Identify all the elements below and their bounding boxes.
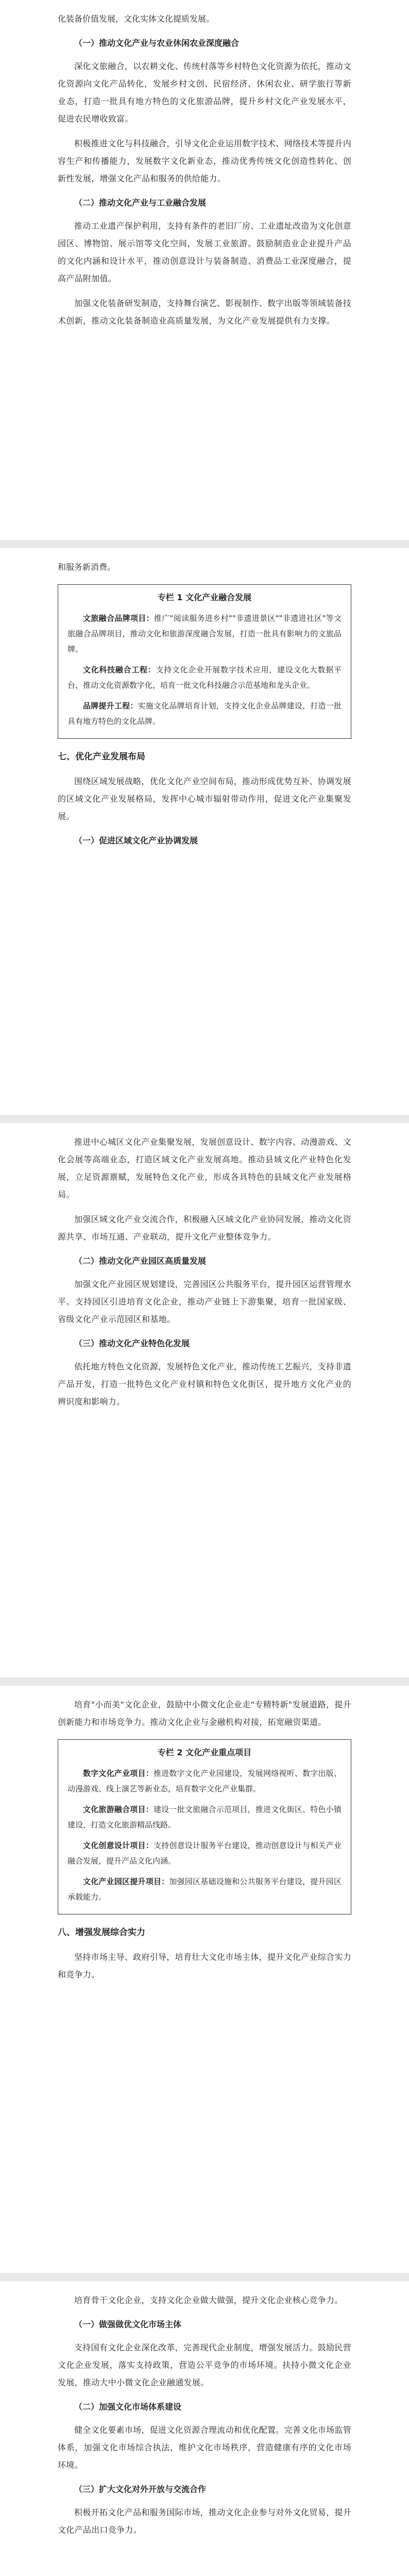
item-text: 加强园区基础设施和公共服务平台建设，提升园区承载能力。 [67,1877,342,1902]
column-box [58,584,351,739]
item-text: 支持文化企业开展数字技术应用，建设文化大数据平台，推动文化资源数字化，培育一批文化科技融合示范基地和龙头企业。 [67,665,342,690]
paragraph: 积极开拓文化产品和服务国际市场，推动文化企业参与对外文化贸易，提升文化产品出口竞争力。 [58,2507,351,2535]
column-box [58,1739,351,1914]
document-page [0,0,409,540]
page-separator [0,1115,409,1123]
paragraph: 健全文化要素市场，促进文化资源合理流动和优化配置。完善文化市场监管体系，加强文化市场综合执法，维护文化市场秩序，营造健康有序的文化市场环境。 [58,2425,351,2470]
paragraph: 加强区域文化产业交流合作，积极融入区域文化产业协同发展，推动文化资源共享、市场互通、产业联动，提升文化产业整体竞争力。 [58,1214,351,1242]
paragraph: 和服务新消费。 [58,562,116,572]
item-label: 数字文化产业项目： [83,1769,154,1778]
subsection-heading: （二）加强文化市场体系建设 [74,2402,182,2412]
document-page [0,2281,409,2576]
paragraph: 支持国有文化企业深化改革，完善现代企业制度，增强发展活力。鼓励民营文化企业发展，落实支持政策，营造公平竞争的市场环境。扶持小微文化企业发展，推动大中小微文化企业融通发展。 [58,2343,351,2387]
item-text: 推广"阅读服务进乡村""非遗进景区""非遗进社区"等文旅融合品牌项目，推动文化和旅游深度融合发展，打造一批具有影响力的文旅品牌。 [67,614,342,654]
subsection-heading: （一）做强做优文化市场主体 [74,2319,182,2329]
column-box-title: 专栏 2 文化产业重点项目 [157,1748,252,1757]
page-separator [0,1677,409,1686]
paragraph: 加强文化产业园区规划建设，完善园区公共服务平台，提升园区运营管理水平。支持园区引进培育文化企业，推动产业链上下游集聚，培育一批国家级、省级文化产业示范园区和基地。 [58,1279,351,1324]
document-page [0,1686,409,2273]
item-label: 文化科技融合工程： [83,665,156,674]
paragraph: 培育"小而美"文化企业，鼓励中小微文化企业走"专精特新"发展道路，提升创新能力和市场竞争力。推动文化企业与金融机构对接，拓宽融资渠道。 [58,1700,351,1727]
paragraph: 围绕区域发展战略，优化文化产业空间布局，推动形成优势互补、协调发展的区域文化产业发展格局，发挥中心城市辐射带动作用，促进文化产业集聚发展。 [58,776,351,821]
paragraph: 深化文旅融合，以农耕文化、传统村落等乡村特色文化资源为依托，推动文化资源向文化产品转化，发展乡村文创、民宿经济、休闲农业、研学旅行等新业态，打造一批具有地方特色的文化旅游品牌，提升乡村文化产业发展水平，促进农民增收致富。 [58,61,351,124]
column-box-title: 专栏 1 文化产业融合发展 [157,592,252,602]
item-label: 品牌提升工程： [83,701,138,710]
subsection-heading: （一）推动文化产业与农业休闲农业深度融合 [74,38,240,48]
page-separator [0,2273,409,2281]
document-page [0,548,409,1115]
subsection-heading: （二）推动文化产业与工业融合发展 [74,198,207,208]
subsection-heading: （三）扩大文化对外开放与交流合作 [74,2484,207,2494]
paragraph: 推动工业遗产保护利用，支持有条件的老旧厂房、工业遗址改造为文化创意园区、博物馆、展示馆等文化空间，发展工业旅游。鼓励制造业企业提升产品的文化内涵和设计水平，推动创意设计与装备制造、消费品工业深度融合，提高产品附加值。 [58,221,351,283]
page-separator [0,540,409,548]
item-text: 实施文化品牌培育计划，支持文化企业品牌建设，打造一批具有地方特色的文化品牌。 [67,701,342,726]
item-label: 文化创意设计项目： [83,1841,154,1850]
item-label: 文旅融合品牌项目： [83,614,154,623]
subsection-heading: （三）推动文化产业特色化发展 [74,1338,190,1348]
item-label: 文化产业园区提升项目： [83,1877,169,1886]
item-text: 建设一批文旅融合示范项目，推进文化街区、特色小镇建设，打造文化旅游精品线路。 [67,1805,342,1829]
column-box-item [67,1802,342,1833]
column-box-item [67,1766,342,1797]
item-label: 文化旅游融合项目： [83,1805,154,1814]
subsection-heading: （一）促进区域文化产业协调发展 [74,836,198,845]
document-page [0,1123,409,1677]
column-box-item [67,698,342,729]
paragraph: 化装备价值发展，文化实体文化提质发展。 [58,14,215,24]
paragraph: 培育骨干文化企业，支持文化企业做大做强，提升文化企业核心竞争力。 [74,2295,343,2305]
item-text: 支持创意设计服务平台建设，推动创意设计与相关产业融合发展，提升产品文化内涵。 [67,1841,342,1866]
column-box-item [67,1874,342,1905]
paragraph: 积极推进文化与科技融合，引导文化企业运用数字技术、网络技术等提升内容生产和传播能力，发展数字文化新业态，推动优秀传统文化创造性转化、创新性发展，增强文化产品和服务的供给能力。 [58,139,351,183]
column-box-item [67,1838,342,1869]
paragraph: 推进中心城区文化产业集聚发展，发展创意设计、数字内容、动漫游戏、文化会展等高端业态，打造区域文化产业发展高地。推动县域文化产业特色化发展，立足资源禀赋，发展特色文化产业，形成各具特色的县域文化产业发展格局。 [58,1137,351,1199]
column-box-item [67,611,342,657]
column-box-item [67,662,342,693]
paragraph: 依托地方特色文化资源，发展特色文化产业，推动传统工艺振兴，支持非遗产品开发，打造一批特色文化产业村镇和特色文化街区，提升地方文化产业的辨识度和影响力。 [58,1362,351,1406]
subsection-heading: （二）推动文化产业园区高质量发展 [74,1256,207,1266]
paragraph: 坚持市场主导、政府引导，培育壮大文化市场主体，提升文化产业综合实力和竞争力。 [58,1952,351,1979]
section-heading: 八、增强发展综合实力 [58,1927,145,1938]
paragraph: 加强文化装备研发制造，支持舞台演艺、影视制作、数字出版等领域装备技术创新，推动文化装备制造业高质量发展，为文化产业发展提供有力支撑。 [58,298,351,326]
section-heading: 七、优化产业发展布局 [58,752,145,762]
item-text: 推进数字文化产业园建设，发展网络视听、数字出版、动漫游戏、线上演艺等新业态，培育数字文化产业集群。 [67,1769,342,1793]
